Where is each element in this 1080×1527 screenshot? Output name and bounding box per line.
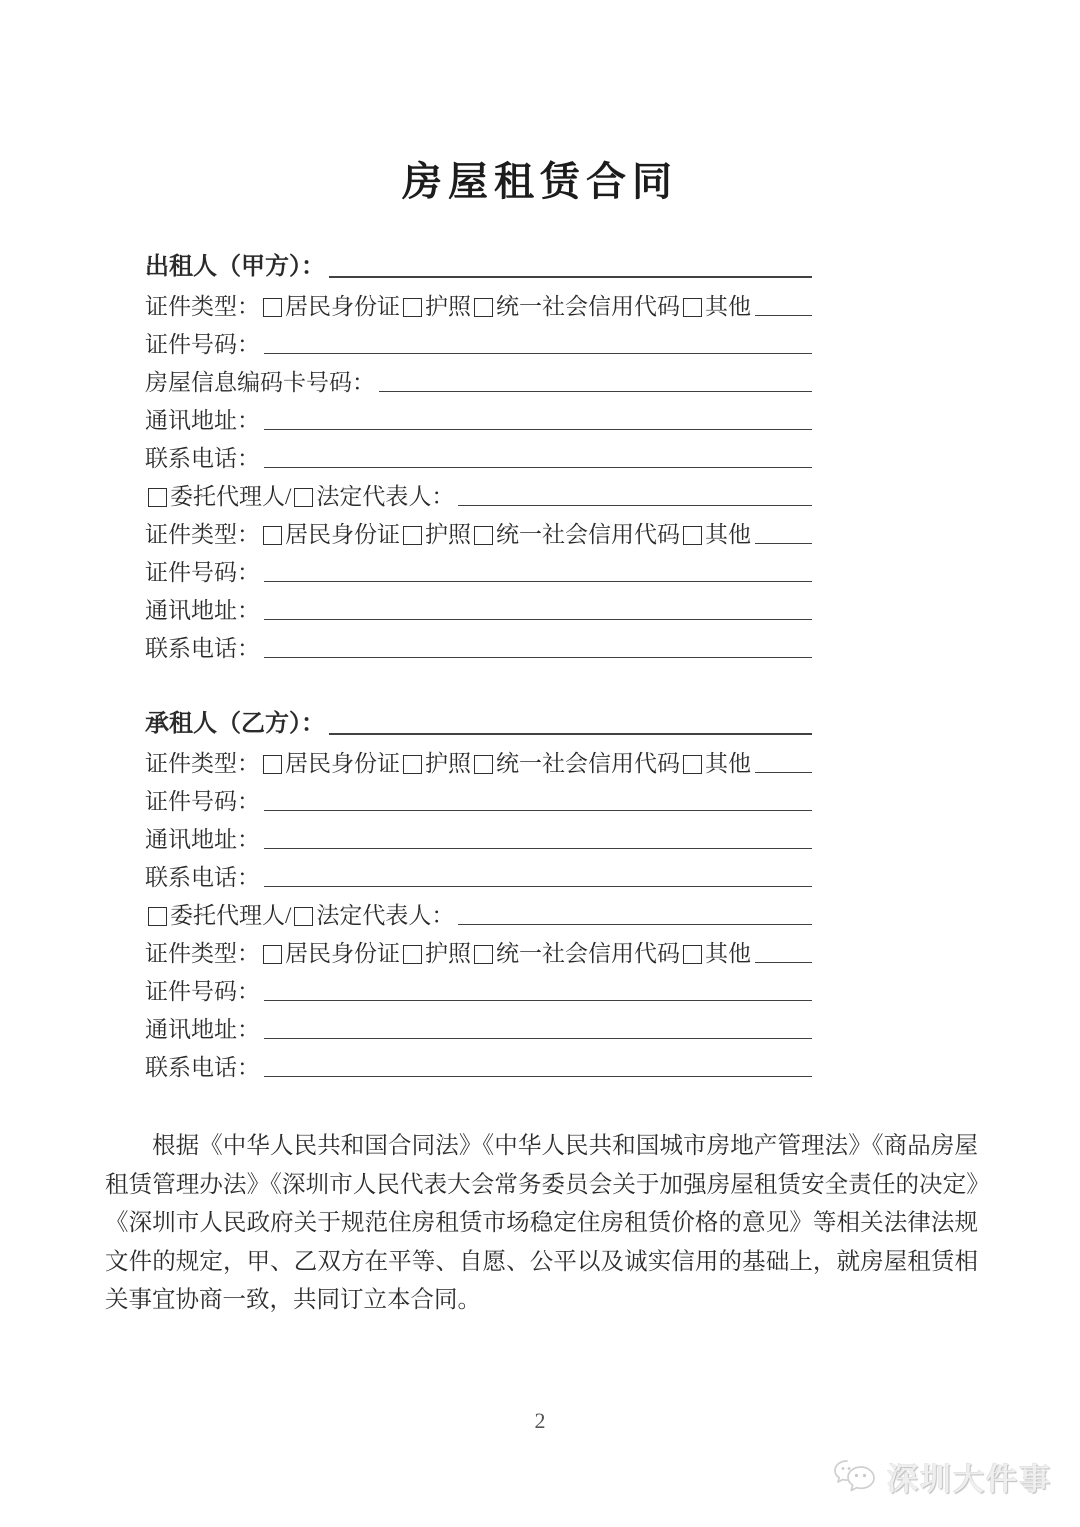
option-label: 护照 xyxy=(425,940,471,966)
row-doc_type xyxy=(145,739,812,777)
doc-type-option xyxy=(260,941,400,967)
section-heading-row xyxy=(145,701,812,739)
agent-option xyxy=(145,484,285,510)
option-label: 护照 xyxy=(425,293,471,319)
checkbox-icon xyxy=(263,526,282,545)
checkbox-icon xyxy=(403,526,422,545)
doc-type-option xyxy=(471,941,680,967)
option-label: 统一社会信用代码 xyxy=(496,521,680,547)
row-doc_type xyxy=(145,510,812,548)
other-blank-line xyxy=(755,315,812,316)
agent-colon: ： xyxy=(431,902,455,928)
field-label: 房屋信息编码卡号码： xyxy=(145,369,375,395)
field-label: 联系电话： xyxy=(145,1054,260,1080)
row-field xyxy=(145,967,812,1005)
checkbox-icon xyxy=(683,945,702,964)
field-label: 证件号码： xyxy=(145,788,260,814)
option-label: 委托代理人 xyxy=(170,902,285,928)
section-gap xyxy=(145,662,812,701)
option-label: 护照 xyxy=(425,521,471,547)
page-number: 2 xyxy=(534,1408,546,1433)
checkbox-icon xyxy=(148,488,167,507)
option-label: 其他 xyxy=(705,940,751,966)
field-blank-line xyxy=(458,505,812,506)
row-doc_type xyxy=(145,282,812,320)
form-section-lessor-party-a xyxy=(145,244,812,662)
doc-type-option xyxy=(400,522,471,548)
field-blank-line xyxy=(264,1038,812,1039)
field-blank-line xyxy=(264,657,812,658)
agent-option xyxy=(291,903,431,929)
doc-type-option xyxy=(471,522,680,548)
field-blank-line xyxy=(264,848,812,849)
row-agent xyxy=(145,891,812,929)
field-label: 通讯地址： xyxy=(145,1016,260,1042)
field-label: 证件号码： xyxy=(145,331,260,357)
row-field xyxy=(145,815,812,853)
row-field xyxy=(145,853,812,891)
agent-separator: / xyxy=(285,483,292,509)
section-heading-label: 承租人（乙方）： xyxy=(145,711,325,738)
contract-form xyxy=(145,244,812,1081)
checkbox-icon xyxy=(474,755,493,774)
field-label: 通讯地址： xyxy=(145,597,260,623)
doc-type-option xyxy=(400,751,471,777)
field-label: 证件类型： xyxy=(145,293,260,319)
field-blank-line xyxy=(264,353,812,354)
field-label: 证件类型： xyxy=(145,940,260,966)
row-field xyxy=(145,777,812,815)
checkbox-icon xyxy=(683,298,702,317)
field-blank-line xyxy=(264,581,812,582)
field-blank-line xyxy=(264,619,812,620)
field-label: 证件号码： xyxy=(145,559,260,585)
doc-type-option xyxy=(260,522,400,548)
agent-separator: / xyxy=(285,902,292,928)
field-label: 通讯地址： xyxy=(145,826,260,852)
field-label: 证件类型： xyxy=(145,750,260,776)
checkbox-icon xyxy=(683,755,702,774)
row-field xyxy=(145,624,812,662)
option-label: 居民身份证 xyxy=(285,521,400,547)
field-blank-line xyxy=(458,924,812,925)
option-label: 居民身份证 xyxy=(285,750,400,776)
preamble-paragraph: 根据《中华人民共和国合同法》《中华人民共和国城市房地产管理法》《商品房屋租赁管理办法》《深圳市人民代表大会常务委员会关于加强房屋租赁安全责任的决定》《深圳市人民政府关于规范住房租赁市场稳定住房租赁价格的意见》等相关法律法规文件的规定，甲、乙双方在平等、自愿、公平以及诚实信用的基础上，就房屋租赁相关事宜协商一致，共同订立本合同。 xyxy=(105,1133,978,1313)
option-label: 居民身份证 xyxy=(285,940,400,966)
row-field xyxy=(145,396,812,434)
doc-type-option xyxy=(680,941,751,967)
checkbox-icon xyxy=(683,526,702,545)
checkbox-icon xyxy=(474,945,493,964)
other-blank-line xyxy=(755,543,812,544)
agent-colon: ： xyxy=(431,483,455,509)
option-label: 统一社会信用代码 xyxy=(496,750,680,776)
field-label: 联系电话： xyxy=(145,864,260,890)
row-field xyxy=(145,434,812,472)
heading-blank-line xyxy=(329,733,812,735)
other-blank-line xyxy=(755,962,812,963)
option-label: 委托代理人 xyxy=(170,483,285,509)
doc-type-option xyxy=(260,751,400,777)
doc-type-option xyxy=(400,941,471,967)
row-field xyxy=(145,1043,812,1081)
field-blank-line xyxy=(264,429,812,430)
doc-type-option xyxy=(680,751,751,777)
row-field xyxy=(145,548,812,586)
option-label: 法定代表人 xyxy=(316,902,432,928)
agent-option xyxy=(291,484,431,510)
doc-type-option xyxy=(471,751,680,777)
field-blank-line xyxy=(264,886,812,887)
section-heading-row xyxy=(145,244,812,282)
checkbox-icon xyxy=(294,488,313,507)
watermark-text: 深圳大件事 xyxy=(887,1462,1052,1497)
checkbox-icon xyxy=(263,298,282,317)
checkbox-icon xyxy=(263,945,282,964)
agent-option xyxy=(145,903,285,929)
row-field xyxy=(145,1005,812,1043)
watermark xyxy=(832,1454,1052,1499)
section-heading-label: 出租人（甲方）： xyxy=(145,254,325,281)
wechat-chat-bubbles-icon xyxy=(832,1458,878,1496)
option-label: 其他 xyxy=(705,521,751,547)
row-agent xyxy=(145,472,812,510)
checkbox-icon xyxy=(474,526,493,545)
field-blank-line xyxy=(379,391,812,392)
option-label: 统一社会信用代码 xyxy=(496,940,680,966)
heading-blank-line xyxy=(329,276,812,278)
field-label: 通讯地址： xyxy=(145,407,260,433)
option-label: 护照 xyxy=(425,750,471,776)
doc-type-option xyxy=(471,294,680,320)
row-field xyxy=(145,358,812,396)
field-blank-line xyxy=(264,1000,812,1001)
doc-type-option xyxy=(680,294,751,320)
option-label: 法定代表人 xyxy=(316,483,432,509)
checkbox-icon xyxy=(403,298,422,317)
checkbox-icon xyxy=(403,945,422,964)
field-label: 联系电话： xyxy=(145,445,260,471)
checkbox-icon xyxy=(148,907,167,926)
row-field xyxy=(145,320,812,358)
field-blank-line xyxy=(264,810,812,811)
checkbox-icon xyxy=(294,907,313,926)
row-field xyxy=(145,586,812,624)
checkbox-icon xyxy=(403,755,422,774)
checkbox-icon xyxy=(474,298,493,317)
row-doc_type xyxy=(145,929,812,967)
doc-type-option xyxy=(680,522,751,548)
option-label: 居民身份证 xyxy=(285,293,400,319)
checkbox-icon xyxy=(263,755,282,774)
doc-type-option xyxy=(260,294,400,320)
doc-type-option xyxy=(400,294,471,320)
field-blank-line xyxy=(264,1076,812,1077)
field-label: 联系电话： xyxy=(145,635,260,661)
other-blank-line xyxy=(755,772,812,773)
option-label: 其他 xyxy=(705,750,751,776)
field-blank-line xyxy=(264,467,812,468)
contract-title: 房屋租赁合同 xyxy=(402,159,678,204)
form-section-lessee-party-b xyxy=(145,701,812,1081)
field-label: 证件号码： xyxy=(145,978,260,1004)
option-label: 统一社会信用代码 xyxy=(496,293,680,319)
field-label: 证件类型： xyxy=(145,521,260,547)
option-label: 其他 xyxy=(705,293,751,319)
